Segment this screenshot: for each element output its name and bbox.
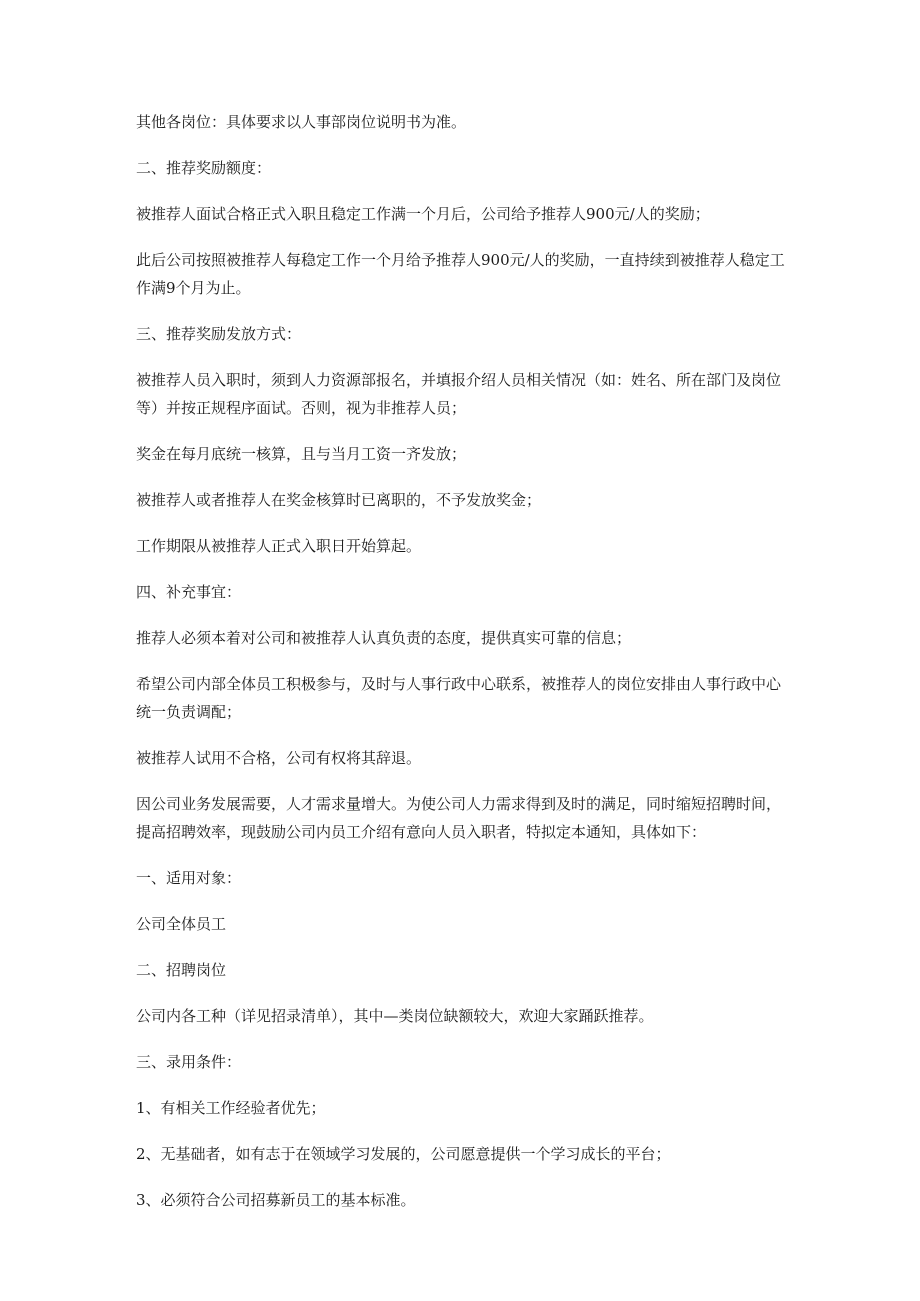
heading-reward-amount: 二、推荐奖励额度： — [136, 159, 272, 177]
paragraph-responsibility: 推荐人必须本着对公司和被推荐人认真负责的态度，提供真实可靠的信息； — [136, 629, 632, 647]
paragraph-intro: 因公司业务发展需要，人才需求量增大。为使公司人力需求得到及时的满足，同时缩短招聘时间，提高招聘效率，现鼓励公司内员工介绍有意向人员入职者，特拟定本通知，具体如下： — [136, 795, 782, 841]
heading-positions: 二、招聘岗位 — [136, 961, 227, 979]
list-item-condition-3: 3、必须符合公司招募新员工的基本标准。 — [136, 1191, 416, 1209]
paragraph-participation: 希望公司内部全体员工积极参与，及时与人事行政中心联系，被推荐人的岗位安排由人事行政中心统一负责调配； — [136, 675, 782, 721]
list-item-condition-1: 1、有相关工作经验者优先； — [136, 1099, 326, 1117]
paragraph-work-period: 工作期限从被推荐人正式入职日开始算起。 — [136, 537, 422, 555]
paragraph-all-staff: 公司全体员工 — [136, 915, 227, 933]
heading-reward-payment: 三、推荐奖励发放方式： — [136, 325, 302, 343]
heading-conditions: 三、录用条件： — [136, 1053, 242, 1071]
paragraph-reward-monthly: 此后公司按照被推荐人每稳定工作一个月给予推荐人900元/人的奖励，一直持续到被推荐人稳定工作满9个月为止。 — [136, 251, 785, 297]
paragraph-probation: 被推荐人试用不合格，公司有权将其辞退。 — [136, 749, 422, 767]
heading-applicable: 一、适用对象： — [136, 869, 242, 887]
paragraph-positions: 公司内各工种（详见招录清单），其中—类岗位缺额较大，欢迎大家踊跃推荐。 — [136, 1007, 654, 1025]
paragraph-registration: 被推荐人员入职时，须到人力资源部报名，并填报介绍人员相关情况（如：姓名、所在部门及岗位等）并按正规程序面试。否则，视为非推荐人员； — [136, 371, 782, 417]
paragraph-other-positions: 其他各岗位：具体要求以人事部岗位说明书为准。 — [136, 113, 467, 131]
paragraph-bonus-calculation: 奖金在每月底统一核算，且与当月工资一齐发放； — [136, 445, 467, 463]
paragraph-resigned: 被推荐人或者推荐人在奖金核算时已离职的，不予发放奖金； — [136, 491, 542, 509]
heading-supplementary: 四、补充事宜： — [136, 583, 242, 601]
document-body — [136, 108, 786, 1232]
list-item-condition-2: 2、无基础者，如有志于在领域学习发展的，公司愿意提供一个学习成长的平台； — [136, 1145, 671, 1163]
paragraph-reward-first-month: 被推荐人面试合格正式入职且稳定工作满一个月后，公司给予推荐人900元/人的奖励； — [136, 205, 710, 223]
